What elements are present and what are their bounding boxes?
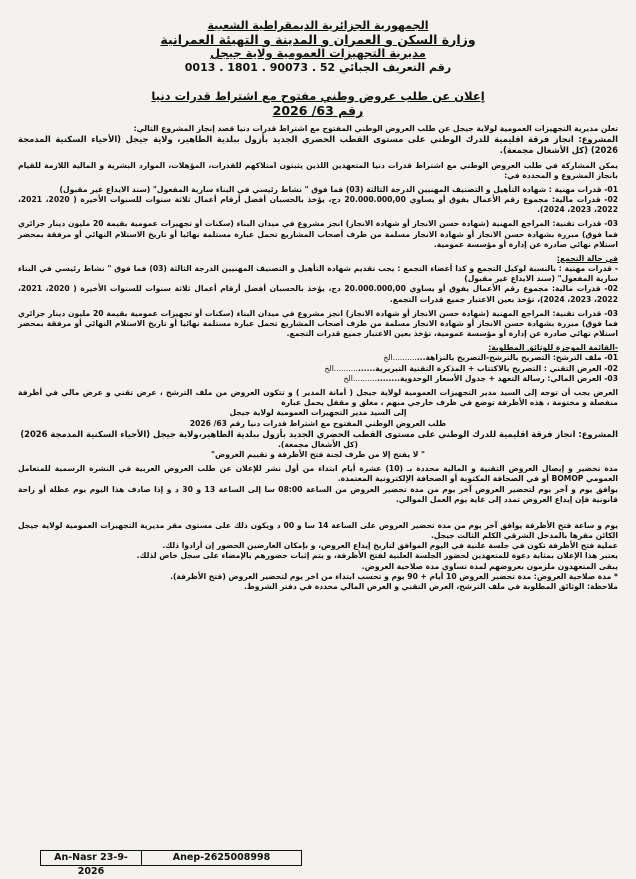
envelope-project: المشروع: انجاز فرقة اقليمية للدرك الوطني على مستوى القطب الحضري الجديد بأزول ببلدية الطاهير،ولاية جيجل (الأحياء السكنية المدمجة 2026) [20, 428, 618, 439]
envelope-notice: " لا يفتح إلا من طرف لجنة فتح الأظرفة و تقييم العروض" [211, 450, 425, 460]
group-financial: 02- قدرات مالية: مجموع رقم الأعمال يفوق أو يساوي 20.000.000,00 دج، يؤخذ بالحسبان أفضل أرقام أعمال ثلاثة سنوات للسنوات الأخيرة ( 2020، 2021، 2022، 2023، 2024)، تؤخذ بعين الاعتبار جميع قدرات التجمع. [18, 284, 619, 304]
duration-paragraph: مدة تحضير و إيصال العروض التقنية و المالية محددة بـ (10) عشرة أيام ابتداء من أول نشر للإعلان عن طلب العروض العربية في النشرة الرسمية للمتعامل العمومي BOMOP أو في الصحافة المكتوبة أو الصحافة الإلكترونية المعتمدة. [18, 464, 618, 484]
republic-name: الجمهورية الجزائرية الديمقراطية الشعبية [207, 19, 429, 32]
doc-financial-text: 03- العرض المالي: رسالة التعهد + جدول الأسعار الوحدوية........ [376, 373, 618, 383]
publication-footer [40, 850, 302, 877]
doc-technical-tail: ..........الخ [324, 363, 358, 373]
submission-paragraph: العرض يجب أن توجه إلى السيد مدير التجهيزات العمومية لولاية جيجل ( أمانة المدير ) و تتكون العروض من ملف الترشح ، عرض تقني و عرض مالي في أظرفة منفصلة و مختومة ، هذه الأظرفة توضع في ظرف خارجي مبهم ، مغلق و مقفل يحمل عبارة [18, 387, 618, 408]
doc-technical-text: 02- العرض التقني : التصريح بالاكتتاب + المذكرة التقنية التبريرية...... [357, 363, 618, 373]
doc-technical [18, 364, 618, 374]
announcement-title: إعلان عن طلب عروض وطني مفتوح مع اشتراط قدرات دنيا [151, 88, 485, 103]
doc-candidature [18, 353, 618, 363]
group-professional: - قدرات مهنية : بالنسبة لوكيل التجمع و كذا أعضاء التجمع : يجب تقديم شهادة التأهيل و التصنيف المهنيين الدرجة الثالثة (03) فما فوق " نشاط رئيسي في البناء سارية المفعول" (سند الايداع غير مقبول) [18, 264, 618, 284]
envelope-addressee: إلى السيد مدير التجهيزات العمومية لولاية جيجل [229, 408, 407, 418]
group-technical: 03- قدرات تقنية: المراجع المهنية (شهادة حسن الانجاز أو شهادة الانجاز) انجز مشروع في ميدان البناء (سكنات أو تجهيزات عمومية بقيمة 20 مليون دينار جزائري فما فوق) مبررة بشهادة حسن الانجاز أو شهادة الانجاز مسلمة من طرف أصحاب المشاريع تحمل عبارة مستلمة نهائيا أو تاريخ الاستلام النهائي أو مرفقة بمحضر استلام نهائي صادرة عن إدارة أو مؤسسة عمومية، تؤخذ بعين الاعتبار جميع قدرات التجمع. [18, 308, 618, 339]
tax-id: رقم التعريف الجبائي 52 . 90073 . 1801 . 0013 [184, 61, 452, 75]
capacity-technical: 03- قدرات تقنية: المراجع المهنية (شهادة حسن الانجاز أو شهادة الانجاز) انجز مشروع في ميدان البناء (سكنات أو تجهيزات عمومية بقيمة 20 مليون دينار جزائري فما فوق) مبررة بشهادة حسن الانجاز أو شهادة الانجاز مسلمة من طرف أصحاب المشاريع تحمل عبارة مستلمة نهائيا أو تاريخ الاستلام النهائي أو مرفقة بمحضر استلام نهائي صادرة عن إدارة أو مؤسسة عمومية. [18, 219, 618, 249]
validity-period: * مدة صلاحية العروض: مدة تحضير العروض 10 أيام + 90 يوم و تحسب ابتداء من اخر يوم لتحضير العروض (فتح الأظرفة). [170, 571, 618, 581]
documents-heading: -القائمة الموجزة للوثائق المطلوبة: [488, 343, 618, 353]
session-paragraph: عملية فتح الأظرفة تكون في جلسة علنية في اليوم الموافق لتاريخ إيداع العروض، و بإمكان العارضين الحضور إن أرادوا ذلك. [162, 541, 618, 551]
doc-candidature-tail: ..........الخ [383, 353, 417, 363]
anep-reference: Anep-2625008998 [172, 852, 271, 863]
deadline-paragraph: يوافق يوم و آخر يوم لتحضير العروض آخر يوم من مدة تحضير العروض من الساعة 08:00 سا إلى الساعة 13 و 30 د و إذا صادف هذا اليوم يوم عطلة أو راحة قانونية فإن إيداع العروض تمدد إلى غاية يوم العمل الموالي. [18, 484, 619, 504]
intro-paragraph: تعلن مديرية التجهيزات العمومية لولاية جيجل عن طلب العروض الوطني المفتوح مع اشتراط قدرات دنيا قصد إنجاز المشروع التالي: [133, 123, 618, 133]
capacity-professional: 01- قدرات مهنية : شهادة التأهيل و التصنيف المهنيين الدرجة الثالثة (03) فما فوق " نشاط رئيسي في البناء سارية المفعول" (سند الايداع غير مقبول) [59, 184, 618, 194]
envelope-tender: طلب العروض الوطني المفتوح مع اشتراط قدرات دنيا رقم 63/ 2026 [189, 418, 447, 428]
validity-paragraph: يبقى المتعهدون ملزمون بعروضهم لمدة تساوي مدة صلاحية العروض. [361, 561, 618, 571]
envelope-project-tail: (كل الأشغال مجمعة). [278, 439, 358, 449]
announcement-number: رقم 63/ 2026 [272, 102, 364, 118]
doc-financial [18, 374, 618, 384]
directorate-name: مديرية التجهيزات العمومية ولاية جيجل [210, 46, 426, 61]
project-paragraph: المشروع: انجاز فرقة اقليمية للدرك الوطني على مستوى القطب الحضري الجديد بأزول ببلدية الطاهير، ولاية جيجل (الأحياء السكنية المدمجة 2026) (كل الأشغال مجمعة). [18, 134, 618, 156]
group-heading: في حالة التجمع: [556, 253, 618, 263]
letterhead [18, 20, 618, 75]
ministry-name: وزارة السكن و العمران و المدينة و التهيئة العمرانية [160, 31, 476, 47]
announcement-body [18, 124, 618, 592]
opening-paragraph: يوم و ساعة فتح الأظرفة يوافق آخر يوم من مدة تحضير العروض على الساعة 14 سا و 00 د ويكون ذلك على مستوى مقر مديرية التجهيزات العمومية لولاية جيجل الكائن مقرها بالمدخل الشرقي الكلم الثالث جيجل. [18, 520, 618, 541]
invitation-paragraph: يعتبر هذا الإعلان بمثابة دعوة للمتعهدين لحضور الجلسة العلنية لفتح الأظرفة، و يتم إثبات حضورهم بالإمضاء على سجل خاص لذلك. [136, 551, 618, 561]
doc-financial-tail: ..........الخ [343, 373, 377, 383]
note-paragraph: ملاحظة: الوثائق المطلوبة في ملف الترشح، العرض التقني و العرض المالي محددة في دفتر الشروط. [244, 581, 618, 591]
participation-paragraph: يمكن المشاركة في طلب العروض الوطني مع اشتراط قدرات دنيا المتعهدين اللذين يثبتون امتلاكهم للقدرات، المؤهلات، الموارد البشرية و المالية اللازمة للقيام بانجاز المشروع و المحددة في: [18, 160, 618, 180]
doc-candidature-text: 01- ملف الترشح: التصريح بالترشح-التصريح بالنزاهة... [416, 353, 618, 363]
capacity-financial: 02- قدرات مالية: مجموع رقم الأعمال يفوق أو يساوي 20.000.000,00 دج، يؤخذ بالحسبان أفضل أرقام أعمال ثلاثة سنوات للسنوات الأخيرة ( 2020، 2021، 2022، 2023، 2024). [18, 195, 619, 215]
publication-label: An-Nasr 23-9-2026 [41, 851, 142, 865]
